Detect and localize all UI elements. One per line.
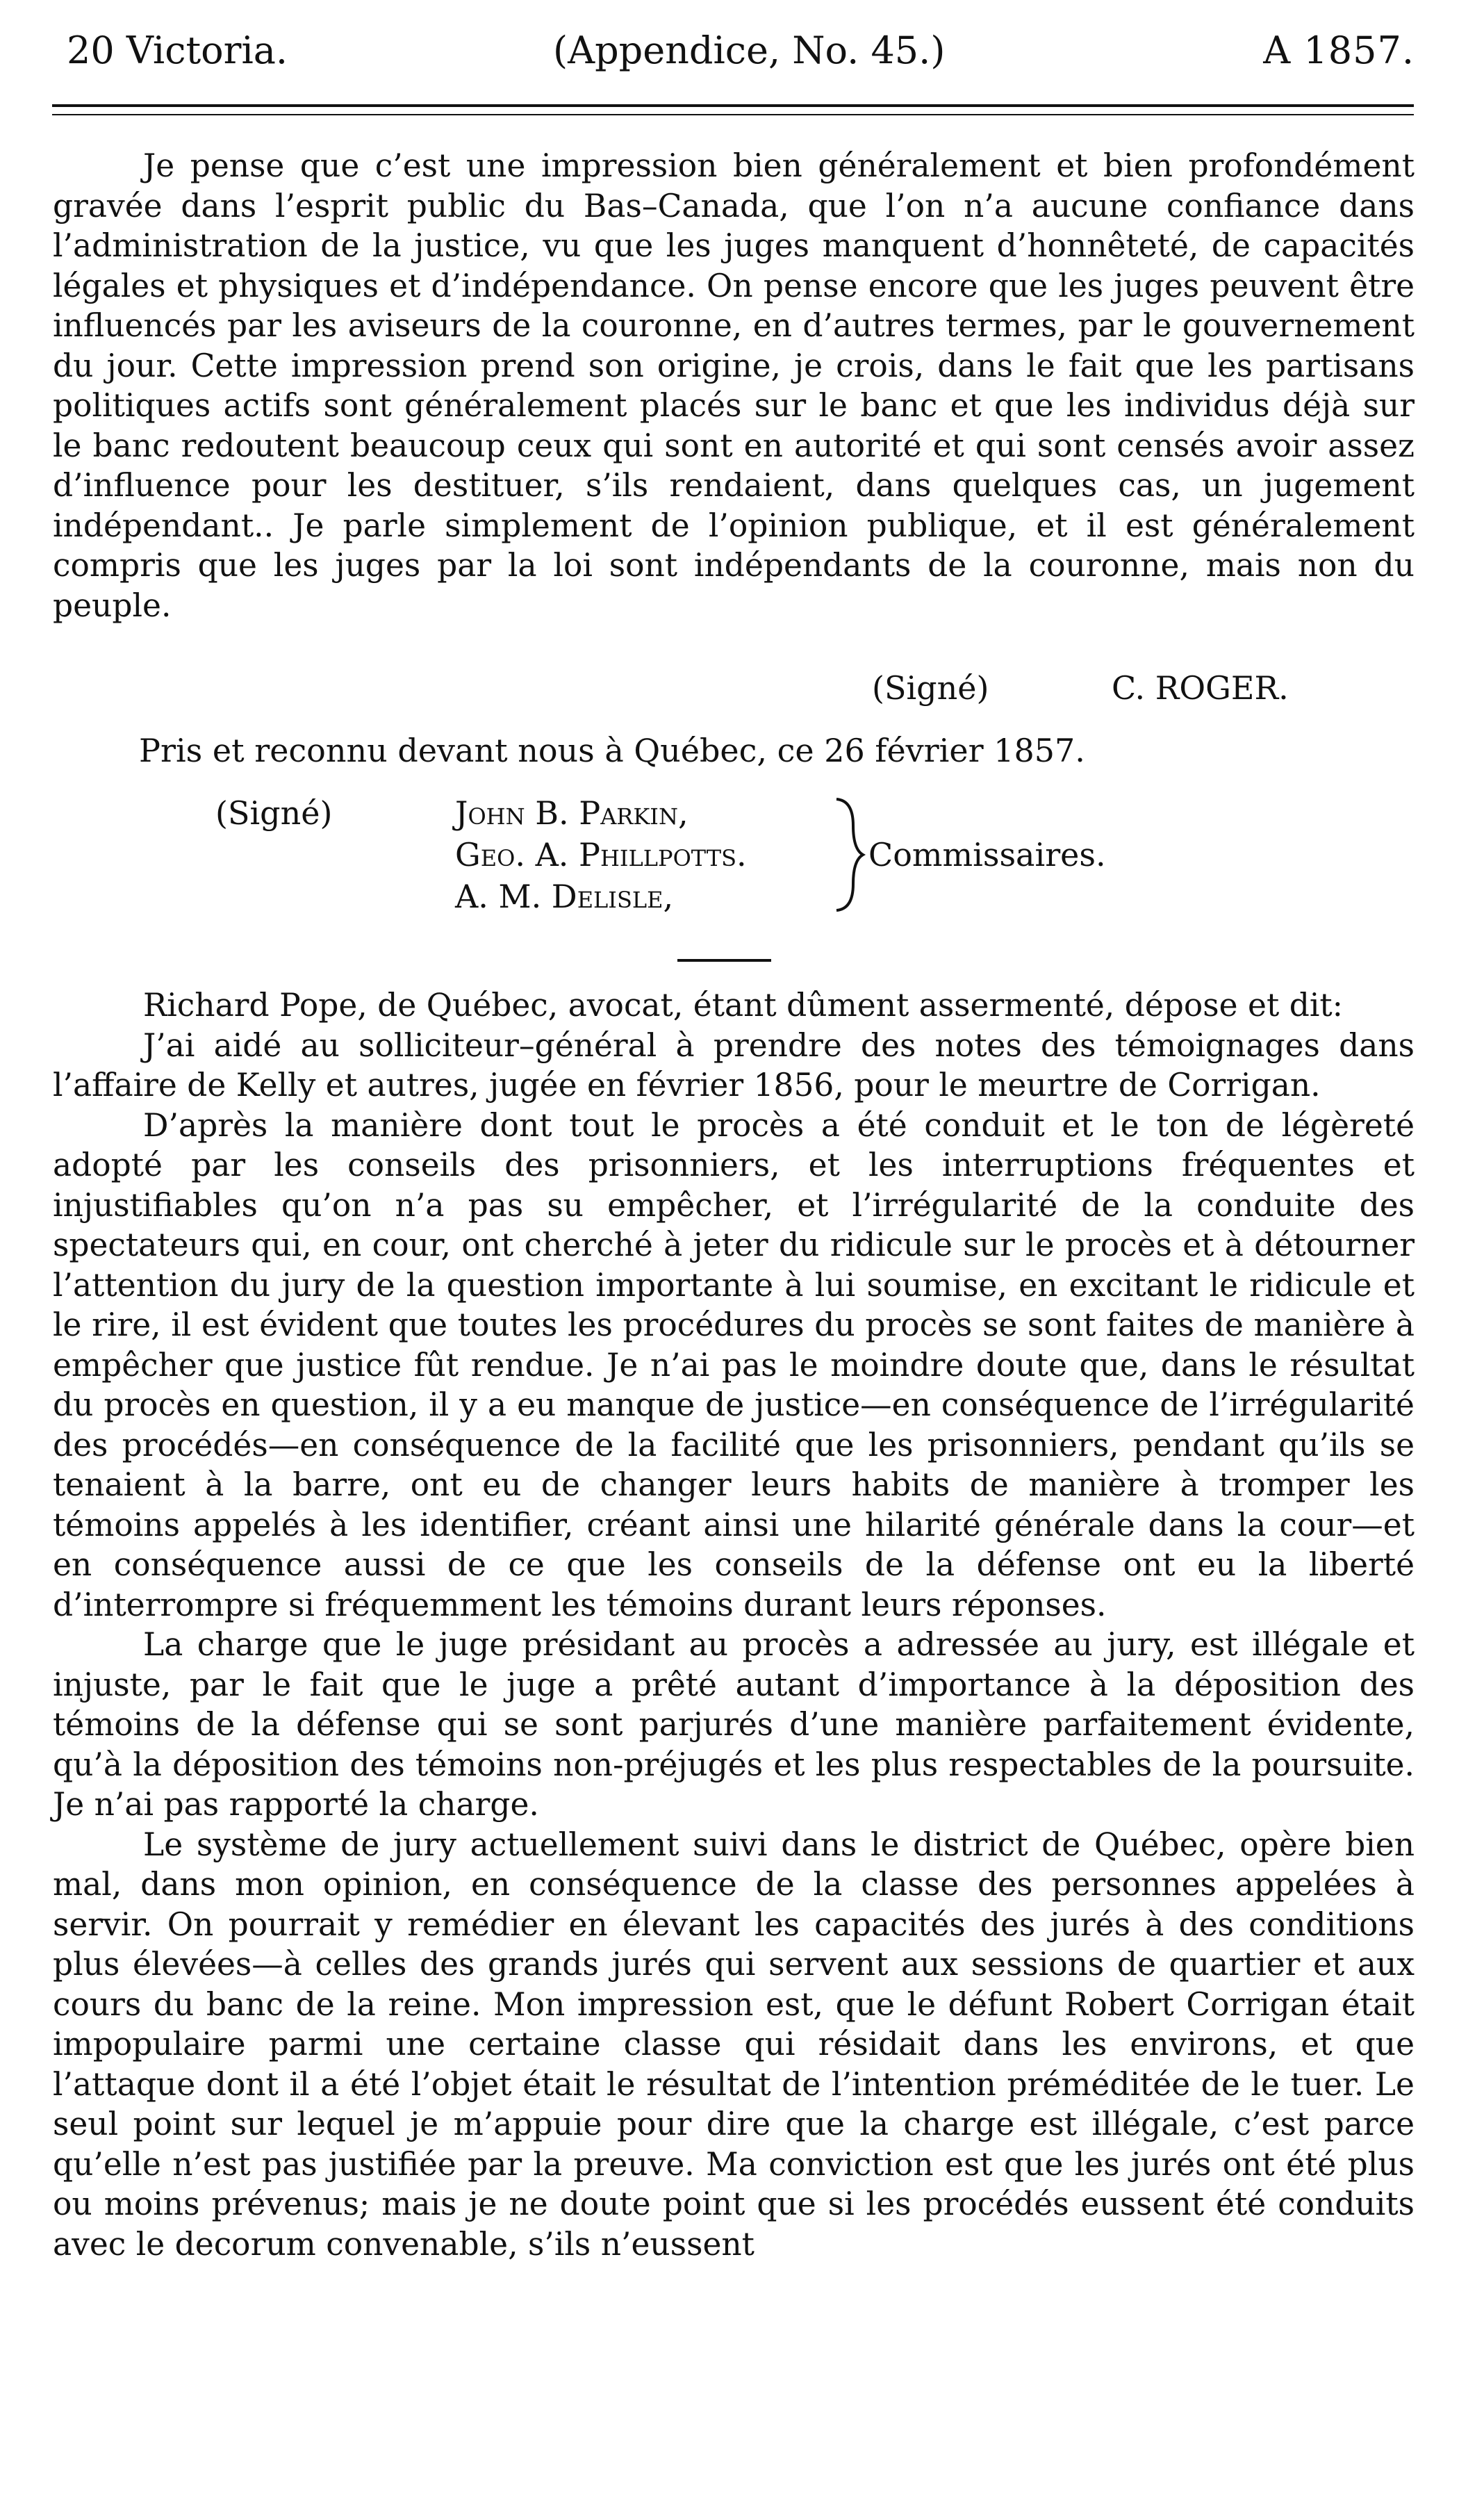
- commissioners-title: Commissaires.: [868, 836, 1106, 874]
- header-rule-thin: [52, 114, 1414, 115]
- paragraph: Je pense que c’est une impression bien généralement et bien profondément gravée dans l’esprit public du Bas–Canada, que l’on n’a aucune confiance dans l’administration de la justice, vu que les juges manquent d’honnêteté, de capacités légales et physiques et d’indépendance. On pense encore que les juges peuvent être influencés par les aviseurs de la couronne, en d’autres termes, par le gouvernement du jour. Cette impression prend son origine, je crois, dans le fait que les partisans politiques actifs sont généralement placés sur le banc et que les individus déjà sur le banc redoutent beaucoup ceux qui sont en autorité et qui sont censés avoir assez d’influence pour les destituer, s’ils rendaient, dans quelques cas, un jugement indépendant.. Je parle simplement de l’opinion publique, et il est généralement compris que les juges par la loi sont indépendants de la couronne, mais non du peuple.: [53, 147, 1415, 624]
- pope-deposition: [53, 985, 1415, 2264]
- roger-deposition: [53, 146, 1415, 625]
- paragraph: Le système de jury actuellement suivi dans le district de Québec, opère bien mal, dans mon opinion, en conséquence de la classe des personnes appelées à servir. On pourrait y remédier en élevant les capacités des jurés à des conditions plus élevées—à celles des grands jurés qui servent aux sessions de quartier et aux cours du banc de la reine. Mon impression est, que le défunt Robert Corrigan était impopulaire parmi une certaine classe qui résidait dans les environs, et que l’attaque dont il a été l’objet était le résultat de l’intention préméditée de le tuer. Le seul point sur lequel je m’appuie pour dire que la charge est illégale, c’est parce qu’elle n’est pas justifiée par la preuve. Ma conviction est que les jurés ont été plus ou moins prévenus; mais je ne doute point que si les procédés eussent été conduits avec le decorum convenable, s’ils n’eussent: [53, 1826, 1415, 2263]
- section-separator: [677, 959, 771, 962]
- commissioner-name: John B. Parkin,: [455, 794, 689, 832]
- header-appendix: (Appendice, No. 45.): [553, 28, 946, 72]
- signature-label: (Signé): [872, 669, 989, 707]
- paragraph: J’ai aidé au solliciteur–général à prendre des notes des témoignages dans l’affaire de Kelly et autres, jugée en février 1856, pour le meurtre de Corrigan.: [53, 1026, 1415, 1104]
- commissioner-name: A. M. Delisle,: [455, 878, 674, 915]
- paragraph: D’après la manière dont tout le procès a été conduit et le ton de légèreté adopté par les conseils des prisonniers, et les interruptions fréquentes et injustifiables qu’on n’a pas su empêcher, et l’irrégularité de la conduite des spectateurs qui, en cour, ont cherché à jeter du ridicule sur le procès et à détourner l’attention du jury de la question importante à lui soumise, en excitant le ridicule et le rire, il est évident que toutes les procédures du procès se sont faites de manière à empêcher que justice fût rendue. Je n’ai pas le moindre doute que, dans le résultat du procès en question, il y a eu manque de justice—en conséquence de l’irrégularité des procédés—en conséquence de la facilité que les prisonniers, pendant qu’ils se tenaient à la barre, ont eu de changer leurs habits de manière à tromper les témoins appelés à les identifier, créant ainsi une hilarité générale dans la cour—et en conséquence aussi de ce que les conseils de la défense ont eu la liberté d’interrompre si fréquemment les témoins durant leurs réponses.: [53, 1106, 1415, 1623]
- attestation-line: Pris et reconnu devant nous à Québec, ce 26 février 1857.: [139, 732, 1085, 769]
- paragraph: La charge que le juge présidant au procès a adressée au jury, est illégale et injuste, par le fait que le juge a prêté autant d’importance à la déposition des témoins de la défense qui se sont parjurés d’une manière parfaitement évidente, qu’à la déposition des témoins non-préjugés et les plus respectables de la poursuite. Je n’ai pas rapporté la charge.: [53, 1626, 1415, 1823]
- page-header: [67, 26, 1415, 75]
- signature-name: C. ROGER.: [1112, 669, 1289, 707]
- commissioners-signature-label: (Signé): [215, 794, 333, 832]
- right-brace-icon: [827, 792, 868, 917]
- header-rule-thick: [52, 104, 1414, 107]
- header-session: 20 Victoria.: [67, 28, 288, 72]
- deposition-intro: Richard Pope, de Québec, avocat, étant dûment assermenté, dépose et dit:: [143, 987, 1344, 1024]
- header-year: A 1857.: [1263, 28, 1415, 72]
- commissioner-names: [455, 792, 747, 917]
- commissioner-name: Geo. A. Phillpotts.: [455, 836, 747, 874]
